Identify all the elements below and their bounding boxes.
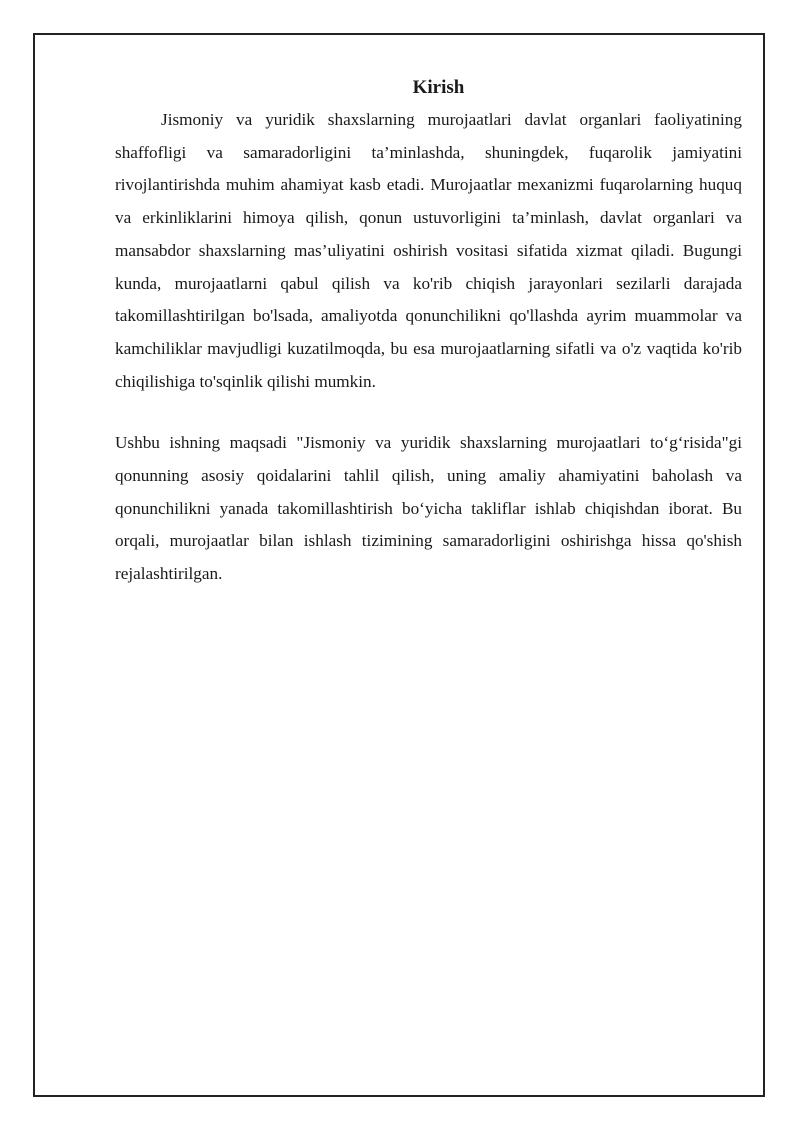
paragraph-spacer — [115, 398, 742, 427]
document-body — [115, 74, 742, 591]
paragraph-purpose: Ushbu ishning maqsadi "Jismoniy va yuridik shaxslarning murojaatlari to‘g‘risida"gi qonunning asosiy qoidalarini tahlil qilish, uning amaliy ahamiyatini baholash va qonunchilikni yanada takomillashtirish bo‘yicha takliflar ishlab chiqishdan iborat. Bu orqali, murojaatlar bilan ishlash tizimining samaradorligini oshirishga hissa qo'shish rejalashtirilgan. — [115, 433, 742, 584]
paragraph-intro: Jismoniy va yuridik shaxslarning murojaatlari davlat organlari faoliyatining shaffofligi va samaradorligini ta’minlashda, shuningdek, fuqarolik jamiyatini rivojlantirishda muhim ahamiyat kasb etadi. Murojaatlar mexanizmi fuqarolarning huquq va erkinliklarini himoya qilish, qonun ustuvorligini ta’minlash, davlat organlari va mansabdor shaxslarning mas’uliyatini oshirish vositasi sifatida xizmat qiladi. Bugungi kunda, murojaatlarni qabul qilish va ko'rib chiqish jarayonlari sezilarli darajada takomillashtirilgan bo'lsada, amaliyotda qonunchilikni qo'llashda ayrim muammolar va kamchiliklar mavjudligi kuzatilmoqda, bu esa murojaatlarning sifatli va o'z vaqtida ko'rib chiqilishiga to'sqinlik qilishi mumkin. — [115, 110, 742, 391]
document-title: Kirish — [412, 77, 465, 98]
